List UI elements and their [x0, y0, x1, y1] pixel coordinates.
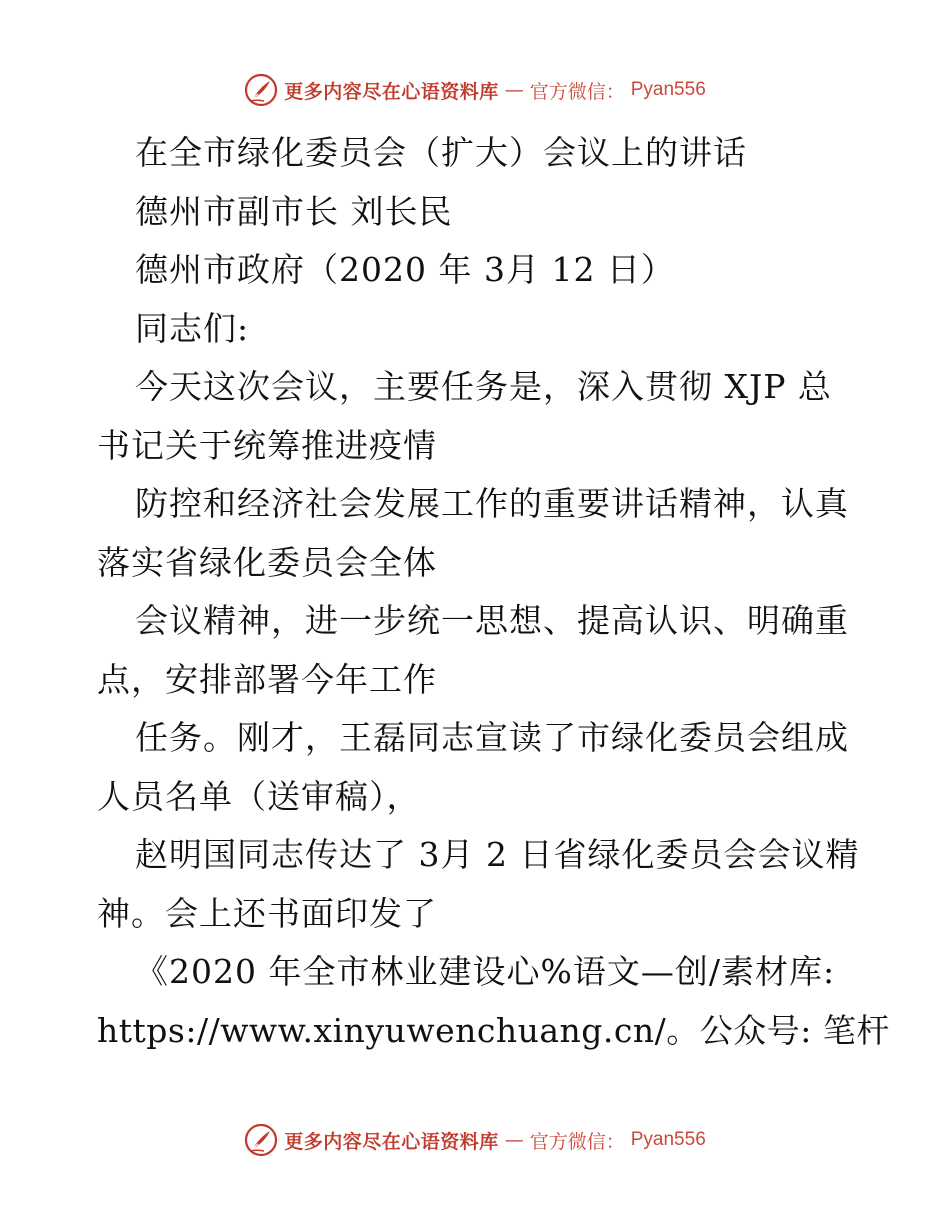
- source-date-line: 德州市政府（2020 年 3月 12 日）: [135, 250, 675, 289]
- paragraph-line: 任务。刚才，王磊同志宣读了市绿化委员会组成: [135, 718, 849, 757]
- banner-dash: —: [504, 1129, 524, 1151]
- quill-pen-logo-icon: [244, 1123, 278, 1157]
- paragraph-line: 书记关于统筹推进疫情: [97, 425, 437, 465]
- speaker-line: 德州市副市长 刘长民: [135, 191, 453, 231]
- banner-wechat-label: 官方微信：: [529, 1130, 625, 1153]
- banner-title: 更多内容尽在心语资料库: [284, 80, 499, 103]
- paragraph-line: 今天这次会议，主要任务是，深入贯彻 XJP 总: [135, 367, 832, 406]
- url-line: https://www.xinyuwenchuang.cn/。公众号: 笔杆: [97, 1010, 890, 1050]
- banner-wechat-id: Pyan556: [630, 79, 706, 100]
- banner-dash: —: [504, 79, 524, 101]
- quill-pen-logo-icon: [244, 73, 278, 107]
- banner-wechat-id: Pyan556: [630, 1129, 706, 1150]
- paragraph-line: 落实省绿化委员会全体: [97, 542, 437, 582]
- paragraph-line: 防控和经济社会发展工作的重要讲话精神，认真: [135, 484, 849, 523]
- paragraph-line: 点，安排部署今年工作: [97, 659, 437, 699]
- paragraph-line: 人员名单（送审稿），: [97, 776, 421, 816]
- footer-watermark-banner: [0, 1120, 950, 1160]
- paragraph-line: 神。会上还书面印发了: [97, 893, 437, 933]
- header-watermark-banner: [0, 70, 950, 110]
- paragraph-line: 会议精神，进一步统一思想、提高认识、明确重: [135, 601, 849, 640]
- paragraph-line: 赵明国同志传达了 3月 2 日省绿化委员会会议精: [135, 835, 860, 874]
- document-body: [97, 124, 890, 1060]
- banner-wechat-label: 官方微信：: [529, 80, 625, 103]
- speech-title: 在全市绿化委员会（扩大）会议上的讲话: [135, 133, 747, 172]
- salutation: 同志们:: [135, 308, 250, 348]
- banner-title: 更多内容尽在心语资料库: [284, 1130, 499, 1153]
- paragraph-line: 《2020 年全市林业建设心%语文—创/素材库:: [135, 952, 836, 991]
